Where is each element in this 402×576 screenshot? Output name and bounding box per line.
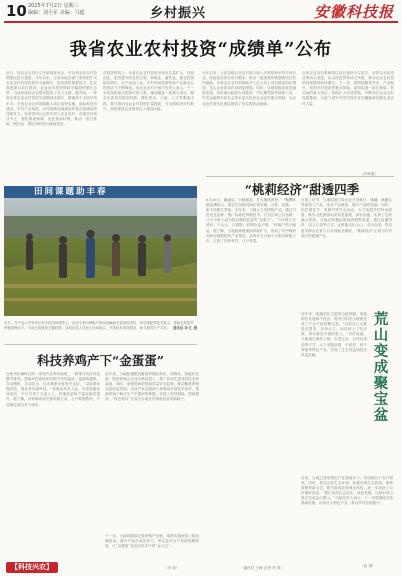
article1-col2: 在投资结构上，全省农业农村投资呈现出总量扩大、结构优化、质效提升的良好态势。种植业、畜牧业、渔业投资稳步增长，农产品加工业、乡村休闲旅游等新产业新业态投资活力不断释放。省农业农村厅相关负责人表示，下一步将持续加大招商引资力度，谋划储备一批重大项目，健全完善项目推进机制，强化资金、土地、人才等要素支撑，着力推动农业农村投资扩量提质，为全面推进乡村振兴、加快建设农业强省注入强劲动能。: [103, 71, 194, 111]
photo-caption: [4, 321, 197, 331]
date-line: 2025年7月2日 星期三: [28, 3, 79, 9]
main-headline: 我省农业农村投资“成绩单”公布: [69, 40, 333, 60]
field-photo-image: [4, 198, 197, 316]
photo-band: [4, 186, 197, 198]
article2-col1: 6月28日，濉溪县，白桃飘香。在当地桃园里，一颗颗鲜桃挂满枝头，果农们穿梭其间忙着采摘、分拣、装箱，一派丰收繁忙景象。近年来，当地大力发展桃产业，通过引进优良品种、推广标准化种植技术、打造区域公共品牌，让小小桃子成为群众增收致富的“金果子”。“今年桃子长势好，个头大、口感甜，收购价也不错。”种植户高兴地说。据了解，当地桃种植面积持续扩大，形成了早中晚熟品种合理搭配的产业格局，从每年五月到十月都有鲜桃上市，实现了四季有景、月月有果。: [206, 198, 296, 243]
page-number: 10: [6, 2, 27, 20]
newspaper-masthead: 安徽科技报: [313, 3, 394, 21]
date-info: [28, 3, 85, 17]
photo-band-title: 田间课题助丰春: [34, 187, 108, 197]
article3-col1: 在宿州市埇桥区的一家现代化养鸡场里，一排排自动化鸡笼整齐排列，智能环控系统实时调节舍内温度、湿度和通风，自动喂料、自动饮水、自动集蛋设备有序运转。“以前养鸡靠经验，现在养鸡靠科技。”养殖场负责人说，引进智能化设备后，不仅节省了大量人工，鸡蛋品质和产量也明显提升。据了解，该养殖场存栏蛋鸡数万羽，日产鲜蛋数吨，产品销往周边多个城市。: [6, 372, 100, 407]
article1-col1: 近日，省农业农村厅召开新闻发布会，对全省农业农村投资情况进行通报。今年以来，全省各地各部门坚持把扩大农业农村有效投资作为稳增长、促发展的重要抓手，扎实推进重大项目建设，农业农村投资保持平稳较快增长态势，为加快建设农业强省提供了有力支撑。据介绍，一季度全省农业农村投资完成额同比增长，增速高于全国平均水平。全省农业农村领域重大项目加快实施，高标准农田建设、乡村产业发展、农村基础设施建设等重点领域投资持续发力，有效带动社会资本投入农业农村。各地坚持项目为王，强化要素保障，优化营商环境，推动一批打基础、利长远、增后劲的项目落地见效。: [6, 71, 97, 126]
header-rule: [4, 21, 398, 23]
divider-article3: [4, 344, 197, 345]
page-header: [0, 0, 402, 22]
article3-col2: 近年来，当地积极推进畜禽养殖标准化、规模化、智能化发展，鼓励养殖企业加大科技投入，推广应用先进适用技术和装备。同时，加强疫病防控和质量安全监管，推动畜禽养殖业高质量发展。农技专家定期深入养殖场开展技术指导，帮助养殖户解决生产中遇到的难题，实现了科技赋能、提质增效。“科技养鸡”正成为当地农民增收致富的新路子。: [105, 372, 199, 402]
section-title: 乡村振兴: [150, 6, 207, 21]
divider-article2: [206, 176, 394, 177]
article1-col4: 全省农业农村系统将以项目建设为主抓手，坚持以大抓项目带动大发展，以大抓投资带动大突破，推动农业农村投资持续保持较快增长。下一步，将围绕粮食安全、产业振兴、和美乡村建设等重点领域，谋划实施一批打基础、管长远的重大项目，持续扩大有效投资，不断夯实农业农村发展基础，为奋力谱写中国式现代化安徽篇章贡献农业农村力量。: [302, 71, 394, 106]
article3-col3: 下一步，当地将继续完善养殖产业链，推进鸡蛋深加工和品牌建设，提升产品市场竞争力，带动更多农户发展规模养殖，让“金蛋蛋”变成农民手中的“金元宝”。: [105, 534, 199, 549]
article2-byline: （通讯员 王海 记者 李 燕）: [240, 566, 285, 570]
article1-byline: （许海燕）: [360, 172, 378, 176]
article2-col2: 在加工环节，当地积极引导企业开发桃汁、桃脯、桃罐头等深加工产品，延长产业链条，提升产品附加值。同时，依托桃花节、采摘节等节会活动，大力发展乡村休闲旅游，吸引大批游客前来赏花摘果、体验农趣，实现了农旅融合发展。当地还积极拓展电商销售渠道，通过直播带货、线上订单等方式，让鲜桃走出大山、走向全国，带动更多群众在家门口实现就业增收，“桃莉经济”正成为乡村振兴的甜蜜产业。: [301, 198, 392, 238]
article4-col2: 目前，当地已建成特色产业基地多个，带动数百户农户增收。同时，依托良好生态环境，积极发展生态旅游、康养度假等新业态，吸引游客前来观光体验，进一步拓宽了农民增收渠道。“我们坚持生态优先、绿色发展，让绿水青山真正变成金山银山。”当地负责人表示，下一步将继续完善基础设施，培育壮大特色产业，推动乡村全面振兴。: [301, 476, 393, 506]
photo-credit: 通讯员 李 汇 摄: [173, 325, 197, 330]
article4-title: 荒山变成聚宝盆: [373, 311, 389, 424]
photo-caption-text: 近日，在中农大学等单位举办的田间课堂上，农技专家向种粮户现场讲解病虫害绿色防控、科学施肥等技术要点，帮助农民提升种植管理水平。当前正值夏管关键时期，各地农技人员深入田间地头，开展技术指导服务，助力粮食丰产丰收。: [4, 321, 194, 330]
article3-byline: （李 莉）: [164, 566, 180, 570]
article2-title: “桃莉经济”甜透四季: [244, 182, 360, 197]
article1-col3: 今年以来，全省各级农业农村部门深入开展招商引资专项行动，持续优化涉农项目服务，推动一批延链补链强链项目签约落地。全省农业农村领域新开工亿元以上项目数量同比增加，龙头企业带动作用明显增强。同时，各地积极拓宽投融资渠道，用好地方政府专项债券、中长期贷款等政策工具，引导金融资本和社会资本更多投向农业农村重点领域，为农业农村现代化建设提供了坚实的资金保障。: [202, 71, 296, 106]
article4-byline: （张 勇）: [360, 564, 376, 568]
science-badge: 【科技兴农】: [6, 562, 58, 573]
field-photo: [4, 198, 197, 316]
article3-title: 科技养鸡产下“金蛋蛋”: [37, 353, 164, 368]
article4-col1: 近年来，某地依托丰富的山地资源，因地制宜发展林下经济，将昔日的荒山坡地变成了产业兴旺的聚宝盆。“以前这片山都是荒着的，杂草丛生，现在种上了经济林，每年都有不错的收入。”村民说道。当地通过流转土地、引进企业、合作社带动等方式，大力发展油茶、中药材、林下养殖等特色产业，实现了生态效益和经济效益双赢。: [301, 312, 367, 357]
editor-line: 编辑：刘小军 美编：马蕴: [28, 10, 85, 16]
